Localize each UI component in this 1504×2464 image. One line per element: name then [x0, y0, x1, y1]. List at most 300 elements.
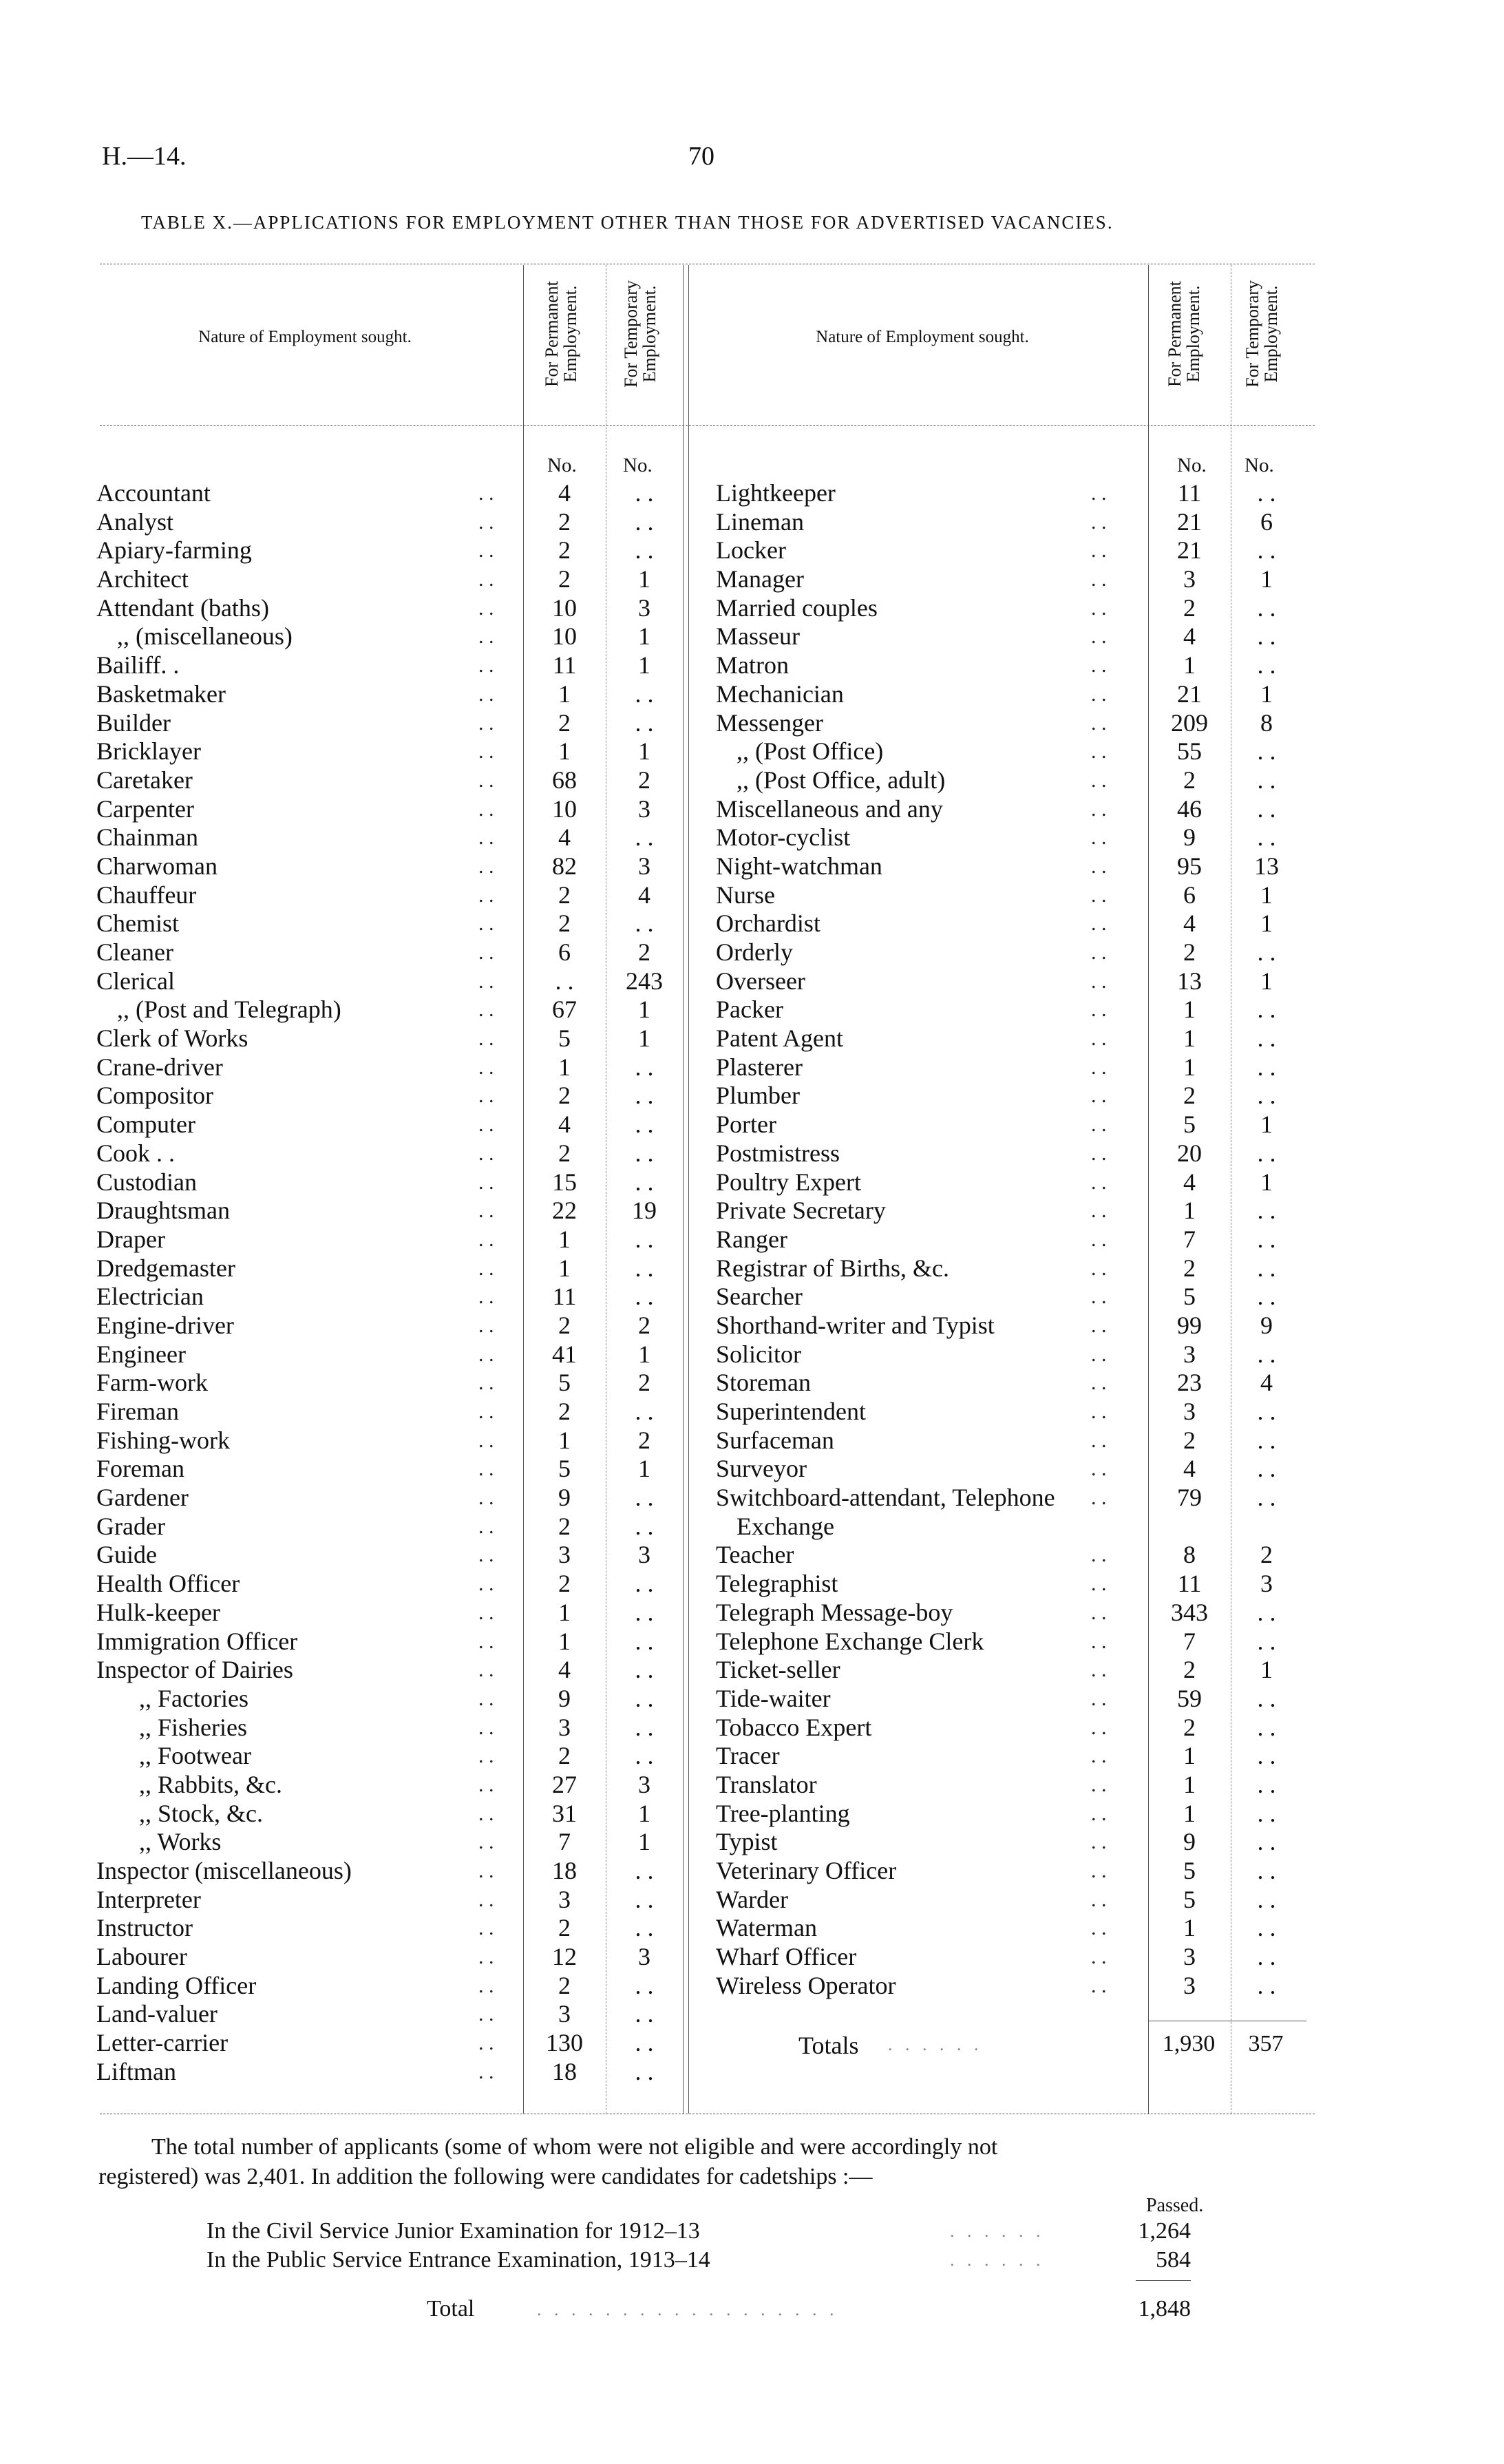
leader-dots: . . [478, 1802, 494, 1825]
permanent-count: 1 [1183, 1799, 1196, 1827]
temporary-count: . . [635, 823, 654, 852]
leader-dots: . . [478, 1371, 494, 1395]
temporary-count: . . [1257, 1713, 1276, 1741]
leader-dots: . . [1091, 539, 1107, 562]
leader-dots: . . [1091, 1429, 1107, 1452]
employment-name: Charwoman [96, 852, 218, 880]
table-row [716, 1800, 1301, 1829]
temporary-count: 3 [638, 794, 650, 823]
employment-name: Night-watchman [716, 852, 882, 880]
permanent-count: 13 [1177, 967, 1202, 995]
leader-dots: . . [478, 1687, 494, 1710]
temporary-count: . . [635, 1885, 654, 1913]
permanent-count: 2 [558, 1311, 571, 1339]
table-row [96, 1426, 688, 1455]
temporary-count: . . [1257, 1254, 1276, 1282]
table-row [716, 1283, 1301, 1312]
leader-dots: . . [1091, 1745, 1107, 1768]
employment-name: Teacher [716, 1541, 794, 1569]
temporary-count: . . [635, 1082, 654, 1110]
table-row [716, 1455, 1301, 1484]
temporary-count: 8 [1260, 708, 1273, 737]
table-row [96, 1312, 688, 1340]
permanent-count: 130 [546, 2029, 583, 2057]
table-row [96, 1197, 688, 1225]
employment-name: Married couples [716, 593, 878, 622]
permanent-count: 1 [558, 1053, 571, 1081]
table-row [96, 1886, 688, 1915]
leader-dots: . . [478, 969, 494, 993]
temporary-count: . . [635, 507, 654, 536]
permanent-count: 2 [558, 536, 571, 565]
table-row [96, 1225, 688, 1254]
table-row [716, 622, 1301, 651]
temporary-count: . . [1257, 1082, 1276, 1110]
permanent-count: 4 [558, 823, 571, 852]
col-nature-left: Nature of Employment sought. [198, 328, 412, 346]
employment-name: Chainman [96, 823, 198, 852]
employment-name: Gardener [96, 1484, 189, 1512]
temporary-count: . . [635, 1742, 654, 1770]
permanent-count: 2 [1183, 1656, 1196, 1684]
temporary-count: . . [1257, 1426, 1276, 1454]
table-row [96, 1570, 688, 1599]
table-row [96, 1082, 688, 1110]
permanent-count: 2 [558, 1742, 571, 1770]
temporary-count: 2 [638, 938, 650, 966]
temporary-count: 4 [1260, 1369, 1273, 1397]
employment-name: Wharf Officer [716, 1943, 857, 1971]
employment-name: Hulk-keeper [96, 1598, 220, 1626]
table-row [96, 1599, 688, 1628]
permanent-count: 4 [1183, 1455, 1196, 1483]
permanent-count: 5 [558, 1369, 571, 1397]
employment-name: Chemist [96, 909, 180, 938]
permanent-count: 8 [1183, 1541, 1196, 1569]
permanent-count: 2 [558, 1570, 571, 1598]
table-row [96, 1943, 688, 1972]
employment-name: Apiary-farming [96, 536, 252, 565]
employment-name: Miscellaneous and any [716, 794, 943, 823]
employment-name: Instructor [96, 1914, 193, 1942]
employment-name: Shorthand-writer and Typist [716, 1311, 995, 1339]
leader-dots: . . [1091, 1716, 1107, 1739]
temporary-count: 1 [1260, 565, 1273, 593]
table-row [716, 1082, 1301, 1110]
leader-dots: . . [478, 1917, 494, 1940]
employment-name: Switchboard-attendant, Telephone [716, 1484, 1055, 1512]
temporary-count: . . [1257, 536, 1276, 565]
table-row [716, 1972, 1301, 2001]
temporary-count: . . [1257, 1914, 1276, 1942]
totals-leaders: . . . . . . [888, 2034, 983, 2054]
employment-name: Landing Officer [96, 1971, 257, 1999]
permanent-count: 6 [1183, 881, 1196, 909]
employment-name: ,, (Post Office) [737, 737, 884, 766]
header-bottom-rule [100, 425, 1315, 426]
permanent-count: 27 [552, 1770, 577, 1798]
employment-name: ,, Rabbits, &c. [139, 1770, 282, 1798]
permanent-count: 2 [1183, 1254, 1196, 1282]
leader-dots: . . [1091, 1113, 1107, 1137]
table-row [716, 1398, 1301, 1426]
permanent-count: 2 [1183, 593, 1196, 622]
permanent-count: 2 [558, 1398, 571, 1425]
table-row [96, 1053, 688, 1082]
leader-dots: . . [1091, 1400, 1107, 1423]
temporary-count: . . [635, 1684, 654, 1712]
employment-name: Orderly [716, 938, 793, 966]
employment-name: Plasterer [716, 1053, 803, 1081]
leader-dots: . . [1091, 1917, 1107, 1940]
table-row [716, 651, 1301, 680]
temporary-count: . . [1257, 938, 1276, 966]
table-row [96, 1628, 688, 1656]
leader-dots: . . [1091, 1027, 1107, 1051]
permanent-count: 20 [1177, 1139, 1202, 1167]
leader-dots: . . [478, 1141, 494, 1165]
permanent-count: 209 [1171, 708, 1208, 737]
leader-dots: . . [478, 1773, 494, 1796]
employment-name: Warder [716, 1885, 789, 1913]
leader-dots: . . [1091, 1084, 1107, 1108]
permanent-count: 95 [1177, 852, 1202, 880]
permanent-count: 2 [1183, 938, 1196, 966]
table-row [96, 1828, 688, 1857]
permanent-count: 10 [552, 794, 577, 823]
temporary-count: 1 [1260, 1656, 1273, 1684]
permanent-count: 21 [1177, 536, 1202, 565]
temporary-count: . . [635, 1914, 654, 1942]
table-row [716, 536, 1301, 565]
permanent-count: 3 [1183, 1971, 1196, 1999]
temporary-count: 1 [638, 1455, 650, 1483]
table-row [96, 766, 688, 795]
temporary-count: . . [1257, 1398, 1276, 1425]
table-row [716, 1771, 1301, 1800]
temporary-count: . . [1257, 479, 1276, 507]
employment-name: Tracer [716, 1742, 780, 1770]
permanent-count: 3 [1183, 565, 1196, 593]
report-reference: H.—14. [102, 142, 187, 171]
leader-dots: . . [478, 1285, 494, 1309]
leader-dots: . . [478, 568, 494, 591]
temporary-count: . . [1257, 1197, 1276, 1225]
temporary-count: . . [635, 1570, 654, 1598]
leader-dots: . . [1091, 740, 1107, 764]
civil-service-value: 1,264 [1138, 2218, 1191, 2244]
leader-dots: . . [1091, 969, 1107, 993]
permanent-count: 79 [1177, 1484, 1202, 1512]
table-row [716, 1857, 1301, 1886]
permanent-count: 2 [558, 881, 571, 909]
table-row [96, 1340, 688, 1369]
leader-dots: . . [1091, 1457, 1107, 1481]
employment-name: Surveyor [716, 1455, 807, 1483]
temporary-count: 1 [638, 622, 650, 651]
leader-dots: . . [478, 854, 494, 878]
leader-dots: . . [478, 510, 494, 534]
employment-name: Analyst [96, 507, 173, 536]
employment-name: Guide [96, 1541, 157, 1569]
public-service-label: In the Public Service Entrance Examination, 1913–14 [206, 2247, 710, 2273]
leader-dots: . . [478, 654, 494, 677]
temporary-count: . . [1257, 1799, 1276, 1827]
temporary-count: 3 [638, 852, 650, 880]
leader-dots: . . [478, 1659, 494, 1682]
employment-name: Engineer [96, 1340, 186, 1368]
temporary-count: . . [1257, 593, 1276, 622]
employment-name: Veterinary Officer [716, 1857, 897, 1884]
employment-name: Storeman [716, 1369, 811, 1397]
temporary-count: 13 [1254, 852, 1279, 880]
permanent-count: 55 [1177, 737, 1202, 766]
temporary-count: . . [635, 1484, 654, 1512]
temporary-count: 2 [638, 1426, 650, 1454]
permanent-count: 2 [558, 1971, 571, 1999]
employment-name: Telegraphist [716, 1570, 838, 1598]
leader-dots: . . [1091, 1773, 1107, 1796]
temporary-count: . . [1257, 1455, 1276, 1483]
leader-dots: . . [1091, 1687, 1107, 1710]
leader-dots: . . [1091, 711, 1107, 735]
table-row [96, 1742, 688, 1771]
temporary-count: . . [1257, 766, 1276, 794]
leader-dots: . . [478, 1745, 494, 1768]
employment-name: Tide-waiter [716, 1684, 831, 1712]
table-row [96, 996, 688, 1024]
permanent-count: 4 [1183, 1168, 1196, 1196]
leader-dots: . . [478, 1860, 494, 1882]
table-row [96, 1771, 688, 1800]
employment-name: Farm-work [96, 1369, 208, 1397]
permanent-count: 12 [552, 1943, 577, 1971]
permanent-count: 1 [558, 1426, 571, 1454]
permanent-count: 5 [1183, 1283, 1196, 1311]
leader-dots: . . [1091, 1831, 1107, 1854]
permanent-count: 1 [1183, 1742, 1196, 1770]
footnote-line-2: registered) was 2,401. In addition the following were candidates for cadetships :— [98, 2164, 873, 2189]
permanent-count: 7 [1183, 1225, 1196, 1253]
permanent-count: 9 [1183, 1828, 1196, 1856]
leader-dots: . . [478, 2003, 494, 2026]
temporary-count: . . [635, 479, 654, 507]
temporary-count: . . [1257, 1484, 1276, 1512]
col-temporary-left: For Temporary Employment. [621, 280, 659, 388]
temporary-count: . . [635, 1283, 654, 1311]
leader-dots: . . [1091, 883, 1107, 907]
table-row [96, 1914, 688, 1943]
table-row [96, 1024, 688, 1053]
permanent-count: 5 [558, 1024, 571, 1053]
temporary-count: . . [1257, 823, 1276, 852]
table-row [716, 565, 1301, 594]
temporary-count: 3 [638, 1770, 650, 1798]
temporary-count: . . [1257, 1139, 1276, 1167]
table-row [716, 1024, 1301, 1053]
employment-name: Searcher [716, 1283, 803, 1311]
temporary-count: . . [635, 1053, 654, 1081]
temporary-count: 1 [638, 1024, 650, 1053]
leader-dots: . . [1091, 1572, 1107, 1596]
permanent-count: 1 [1183, 1914, 1196, 1942]
permanent-count: 68 [552, 766, 577, 794]
leader-dots: . . [478, 1199, 494, 1223]
employment-name: Attendant (baths) [96, 593, 269, 622]
leader-dots: . . [1091, 1170, 1107, 1194]
leader-dots: . . [478, 740, 494, 764]
employment-name: Liftman [96, 2057, 176, 2085]
employment-name: Postmistress [716, 1139, 840, 1167]
permanent-count: 82 [552, 852, 577, 880]
employment-name: ,, (Post and Telegraph) [117, 996, 341, 1024]
leader-dots: . . [478, 1946, 494, 1969]
employment-name: Exchange [737, 1512, 834, 1540]
employment-name: Immigration Officer [96, 1627, 298, 1655]
leader-dots: . . [1091, 1946, 1107, 1969]
temporary-count: . . [635, 1254, 654, 1282]
table-row [716, 1484, 1301, 1513]
permanent-count: 2 [558, 507, 571, 536]
temporary-count: . . [635, 1627, 654, 1655]
permanent-count: 1 [558, 680, 571, 708]
temporary-count: 2 [1260, 1541, 1273, 1569]
permanent-count: 22 [552, 1197, 577, 1225]
table-row [96, 2058, 688, 2087]
leader-dots: . . [1091, 1141, 1107, 1165]
total-value: 1,848 [1138, 2296, 1191, 2321]
temporary-count: 4 [638, 881, 650, 909]
employment-name: ,, (miscellaneous) [117, 622, 293, 651]
leader-dots: . . [478, 1113, 494, 1137]
leader-dots: . . [478, 1429, 494, 1452]
employment-name: Bailiff. . [96, 651, 180, 680]
employment-name: Poultry Expert [716, 1168, 861, 1196]
employment-name: Architect [96, 565, 189, 593]
leader-dots: . . [478, 2060, 494, 2083]
leader-dots: . . [1091, 941, 1107, 964]
table-row [716, 1254, 1301, 1283]
employment-name: Fishing-work [96, 1426, 231, 1454]
table-row [716, 766, 1301, 795]
permanent-count: 2 [1183, 1713, 1196, 1741]
leader-dots: . . [478, 1572, 494, 1596]
table-row [96, 1685, 688, 1714]
permanent-count: 1 [1183, 1053, 1196, 1081]
permanent-count: 4 [558, 479, 571, 507]
table-row [716, 938, 1301, 967]
table-row [716, 737, 1301, 766]
temporary-count: . . [635, 1398, 654, 1425]
leader-dots: . . [1091, 1630, 1107, 1653]
leader-dots: . . [1091, 768, 1107, 792]
leader-dots: . . [478, 1055, 494, 1079]
table-row [716, 1742, 1301, 1771]
leader-dots: . . [1091, 1888, 1107, 1911]
temporary-count: . . [1257, 1742, 1276, 1770]
table-row [96, 1800, 688, 1829]
no-label-perm-right: No. [1177, 454, 1207, 476]
temporary-count: 1 [1260, 881, 1273, 909]
temporary-count: 1 [638, 1799, 650, 1827]
temporary-count: 3 [1260, 1570, 1273, 1598]
temporary-count: 1 [1260, 1168, 1273, 1196]
leader-dots: . . [478, 1256, 494, 1280]
permanent-count: 7 [1183, 1627, 1196, 1655]
total-label: Total [427, 2296, 475, 2321]
table-row [96, 1254, 688, 1283]
leader-dots: . . [478, 1400, 494, 1423]
table-row [716, 1656, 1301, 1685]
permanent-count: 1 [558, 1254, 571, 1282]
permanent-count: 41 [552, 1340, 577, 1368]
table-row [716, 1599, 1301, 1628]
table-row [716, 1886, 1301, 1915]
employment-name: Lineman [716, 507, 804, 536]
employment-name: ,, Works [139, 1828, 222, 1856]
temporary-count: . . [635, 2029, 654, 2057]
permanent-count: 1 [558, 1627, 571, 1655]
employment-name: Computer [96, 1110, 195, 1139]
table-row [716, 508, 1301, 537]
permanent-count: 2 [558, 1139, 571, 1167]
leader-dots: . . [478, 1601, 494, 1624]
permanent-count: 1 [1183, 1024, 1196, 1053]
employment-name: Carpenter [96, 794, 194, 823]
leaders: . . . . . . [950, 2221, 1045, 2241]
temporary-count: . . [1257, 1598, 1276, 1626]
permanent-count: 3 [558, 1885, 571, 1913]
table-row [716, 852, 1301, 881]
leader-dots: . . [478, 482, 494, 505]
col-permanent-right: For Permanent Employment. [1165, 281, 1203, 387]
leader-dots: . . [1091, 1342, 1107, 1366]
employment-name: Draughtsman [96, 1197, 230, 1225]
employment-name: Draper [96, 1225, 165, 1253]
employment-name: Porter [716, 1110, 776, 1139]
temporary-count: . . [1257, 1627, 1276, 1655]
leader-dots: . . [1091, 797, 1107, 821]
leader-dots: . . [478, 1342, 494, 1366]
no-label-temp-right: No. [1244, 454, 1274, 476]
table-row [96, 1455, 688, 1484]
totals-label: Totals [798, 2032, 859, 2059]
table-row [96, 2029, 688, 2058]
permanent-count: 10 [552, 622, 577, 651]
leader-dots: . . [1091, 1544, 1107, 1567]
totals-permanent: 1,930 [1162, 2031, 1216, 2056]
public-service-value: 584 [1156, 2247, 1191, 2273]
leader-dots: . . [1091, 1314, 1107, 1337]
temporary-count: . . [635, 1110, 654, 1139]
temporary-count: . . [635, 680, 654, 708]
leader-dots: . . [1091, 1802, 1107, 1825]
temporary-count: . . [1257, 1684, 1276, 1712]
permanent-count: 5 [1183, 1885, 1196, 1913]
table-row [716, 1828, 1301, 1857]
temporary-count: 1 [638, 565, 650, 593]
permanent-count: 343 [1171, 1598, 1208, 1626]
leaders: . . . . . . [950, 2250, 1045, 2270]
temporary-count: . . [635, 1168, 654, 1196]
temporary-count: . . [1257, 1971, 1276, 1999]
permanent-count: 4 [1183, 909, 1196, 938]
employment-name: Crane-driver [96, 1053, 223, 1081]
table-row [716, 996, 1301, 1024]
footnote-line-1: The total number of applicants (some of whom were not eligible and were accordingly not [151, 2134, 998, 2160]
table-row [716, 1139, 1301, 1168]
temporary-count: . . [635, 1225, 654, 1253]
